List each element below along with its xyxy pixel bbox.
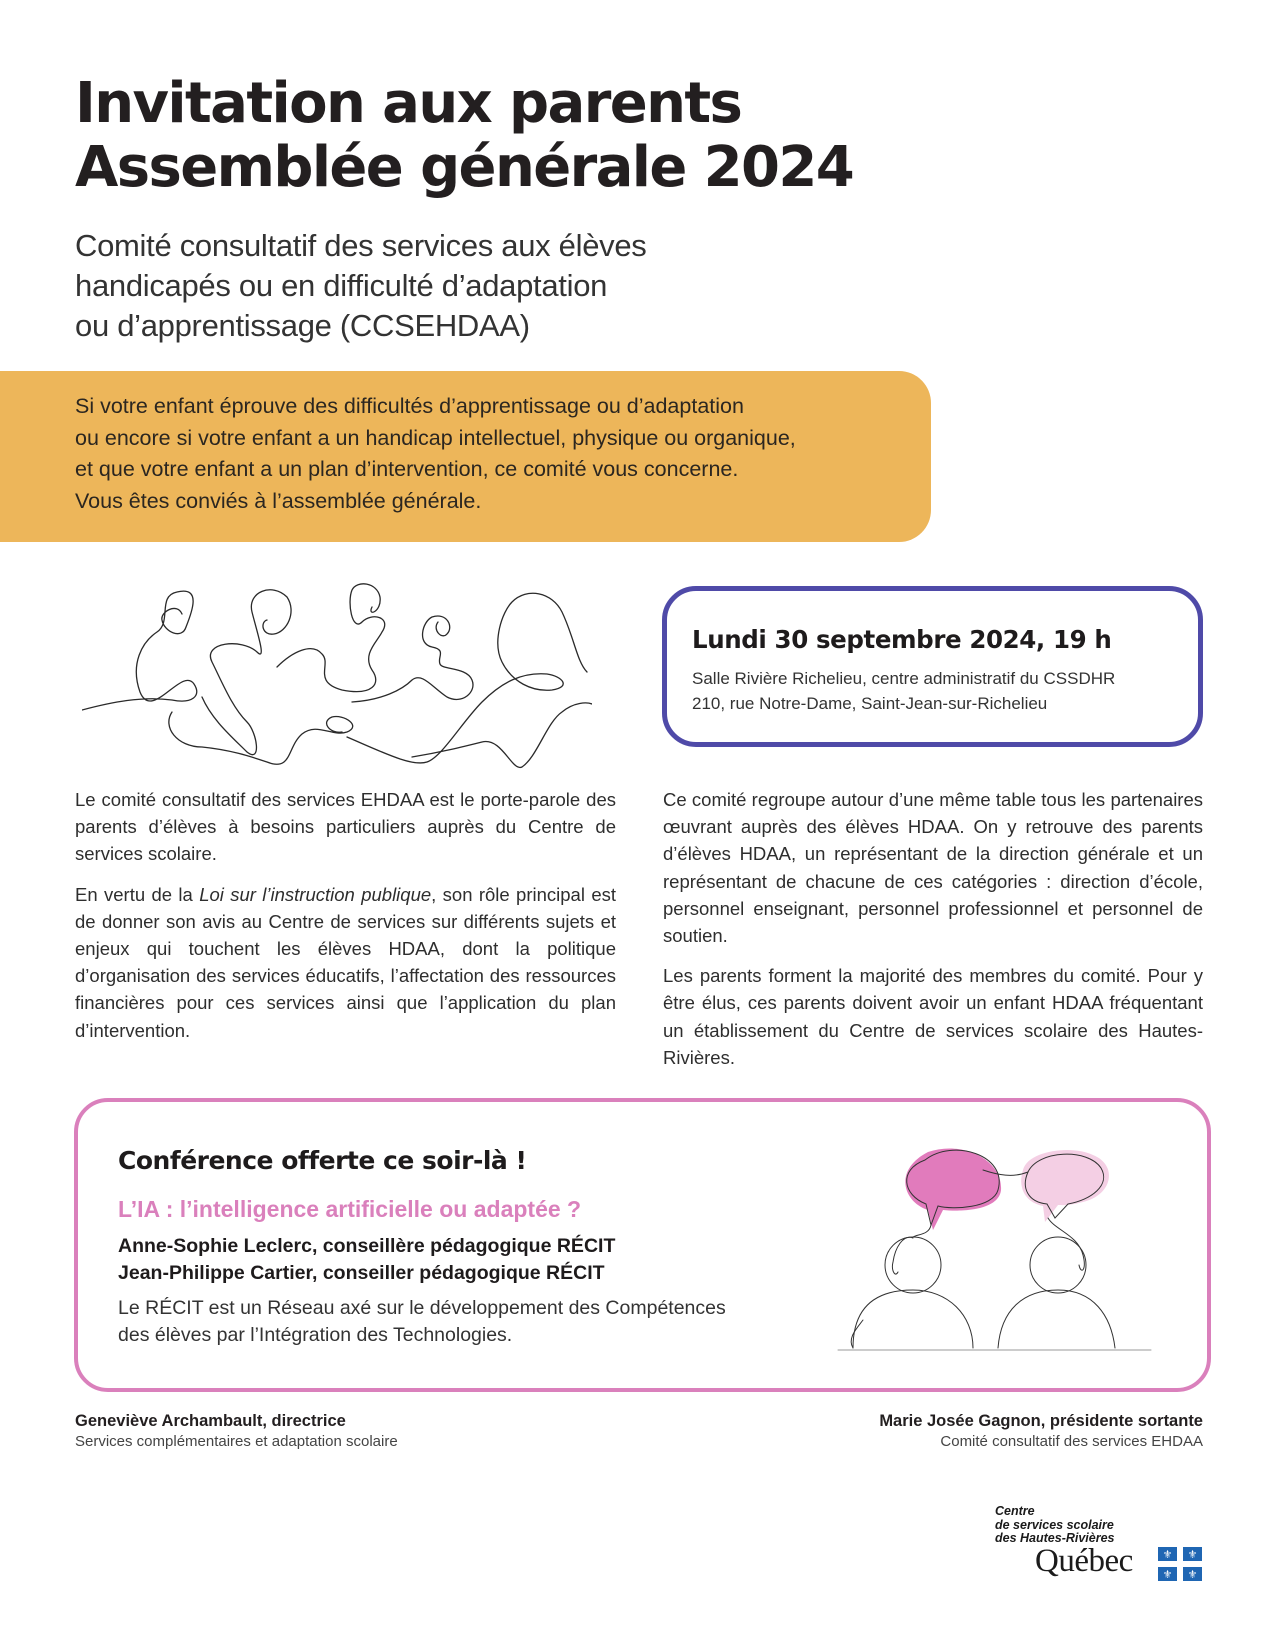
description-line: Le RÉCIT est un Réseau axé sur le développement des Compétences — [118, 1297, 726, 1319]
right-column — [663, 786, 1203, 1084]
svg-text:⚜: ⚜ — [1162, 1568, 1173, 1581]
subtitle-line: handicapés ou en difficulté d’adaptation — [75, 268, 608, 303]
intro-line: et que votre enfant a un plan d’intervention, ce comité vous concerne. — [75, 457, 739, 481]
page-title — [75, 72, 853, 200]
event-date-time: Lundi 30 septembre 2024, 19 h — [692, 625, 1112, 654]
paragraph: Le comité consultatif des services EHDAA est le porte-parole des parents d’élèves à besoins particuliers auprès du Centre de services scolaire. — [75, 789, 616, 865]
speaker: Jean-Philippe Cartier, conseiller pédagogique RÉCIT — [118, 1262, 605, 1284]
logo-org-line: des Hautes-Rivières — [995, 1531, 1115, 1545]
left-column — [75, 786, 616, 1057]
event-address: 210, rue Notre-Dame, Saint-Jean-sur-Richelieu — [692, 694, 1048, 713]
title-line-1: Invitation aux parents — [75, 71, 742, 136]
meeting-line-drawing-illustration — [82, 572, 592, 777]
intro-text — [75, 391, 796, 517]
signatory-name: Geneviève Archambault, directrice — [75, 1412, 346, 1430]
conference-heading: Conférence offerte ce soir-là ! — [118, 1146, 527, 1175]
speaker-list — [118, 1233, 615, 1287]
intro-callout — [0, 371, 931, 542]
logo-org-name — [995, 1505, 1115, 1546]
conference-description — [118, 1295, 726, 1349]
conference-topic: L’IA : l’intelligence artificielle ou adaptée ? — [118, 1196, 582, 1222]
svg-text:⚜: ⚜ — [1162, 1548, 1173, 1561]
intro-line: Vous êtes conviés à l’assemblée générale. — [75, 488, 482, 513]
subtitle-line: Comité consultatif des services aux élèves — [75, 228, 647, 263]
logo-org-line: Centre — [995, 1504, 1035, 1518]
subtitle-line: ou d’apprentissage (CCSEHDAA) — [75, 308, 530, 343]
signatory-role: Comité consultatif des services EHDAA — [940, 1433, 1203, 1450]
speech-bubbles-illustration — [833, 1130, 1153, 1360]
text-run: En vertu de la — [75, 883, 200, 905]
signatory-role: Services complémentaires et adaptation scolaire — [75, 1433, 398, 1450]
title-line-2: Assemblée générale 2024 — [75, 135, 854, 200]
conference-box — [74, 1098, 1211, 1392]
quebec-flag-icon — [1158, 1547, 1202, 1581]
law-title: Loi sur l’instruction publique — [199, 883, 432, 905]
event-details-box — [662, 586, 1203, 747]
intro-line: ou encore si votre enfant a un handicap intellectuel, physique ou organique, — [75, 425, 796, 450]
paragraph: Les parents forment la majorité des membres du comité. Pour y être élus, ces parents doivent avoir un enfant HDAA fréquentant un établissement du Centre de services scolaire des Hautes-Rivières. — [663, 965, 1203, 1068]
committee-subtitle — [75, 226, 647, 346]
intro-line: Si votre enfant éprouve des difficultés d’apprentissage ou d’adaptation — [75, 394, 744, 418]
signatory-name: Marie Josée Gagnon, présidente sortante — [879, 1412, 1203, 1430]
description-line: des élèves par l’Intégration des Technologies. — [118, 1324, 513, 1346]
paragraph: Ce comité regroupe autour d’une même table tous les partenaires œuvrant auprès des élèves HDAA. On y retrouve des parents d’élèves HDAA, un représentant de la direction générale et un représentant de chacune de ces catégories : direction d’école, personnel enseignant, personnel professionnel et personnel de soutien. — [663, 789, 1203, 947]
text-run: , son rôle principal est de donner son avis au Centre de services sur différents sujets et enjeux qui touchent les élèves HDAA, dont la politique d’organisation des services éducatifs, l’affectation des ressources financières pour ces services ainsi que l’application du plan d’intervention. — [75, 883, 616, 1041]
quebec-wordmark: Québec — [1035, 1543, 1133, 1579]
speech-bubble-left-icon — [905, 1148, 1001, 1230]
svg-text:⚜: ⚜ — [1187, 1548, 1198, 1561]
cssdhr-quebec-logo — [995, 1505, 1205, 1590]
logo-org-line: de services scolaire — [995, 1517, 1114, 1532]
speaker: Anne-Sophie Leclerc, conseillère pédagogique RÉCIT — [118, 1235, 616, 1257]
signature-president — [879, 1410, 1203, 1452]
signature-director — [75, 1410, 398, 1452]
svg-text:⚜: ⚜ — [1187, 1568, 1198, 1581]
event-location: Salle Rivière Richelieu, centre administratif du CSSDHR — [692, 669, 1116, 688]
paragraph — [75, 881, 616, 1044]
speech-bubble-right-icon — [1021, 1150, 1109, 1222]
